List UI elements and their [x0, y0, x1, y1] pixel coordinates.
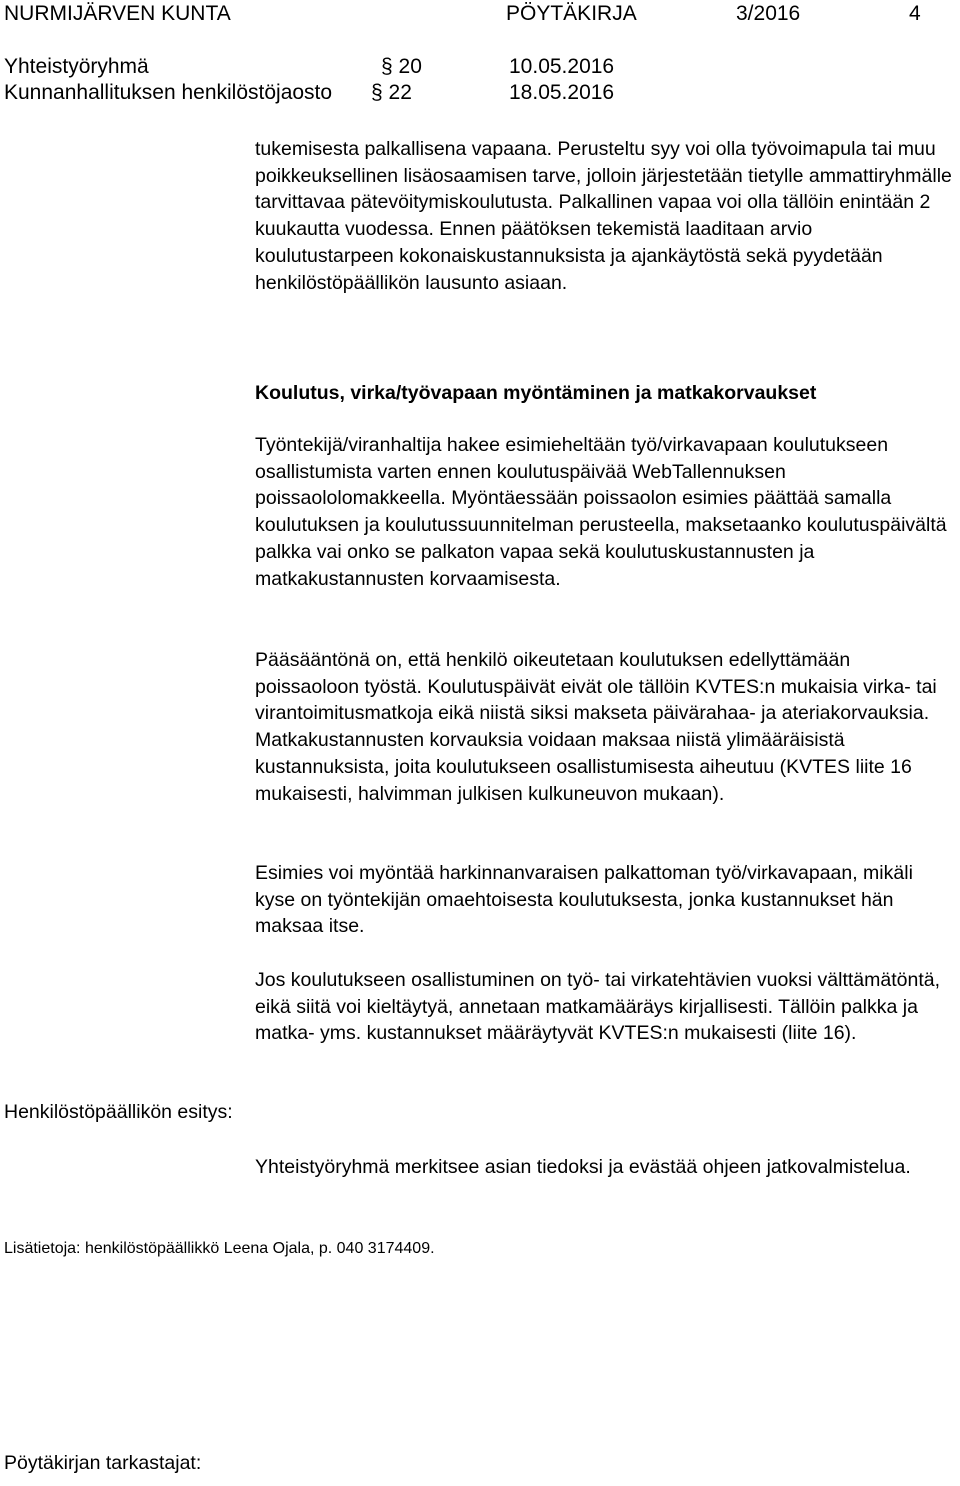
meeting-body: Kunnanhallituksen henkilöstöjaosto — [4, 81, 333, 104]
document-number: 3/2016 — [736, 2, 801, 25]
section-heading: Koulutus, virka/työvapaan myöntäminen ja matkakorvaukset — [255, 382, 817, 404]
body-paragraph: Pääsääntönä on, että henkilö oikeutetaan koulutuksen edellyttämään poissaoloon työstä. Koulutuspäivät eivät ole tällöin KVTES:n mukaisia virka- tai virantoimitusmatkoja eikä niistä siksi makseta päivärahaa- ja ateriakorvauksia. Matkakustannusten korvauksia voidaan maksaa niistä ylimääräisistä kustannuksista, joita koulutukseen osallistumisesta aiheutuu (KVTES liite 16 mukaisesti, halvimman julkisen kulkuneuvon mukaan). — [255, 649, 937, 805]
meeting-body: Yhteistyöryhmä — [4, 55, 149, 78]
body-paragraph: Työntekijä/viranhaltija hakee esimieheltään työ/virkavapaan koulutukseen osallistumista varten ennen koulutuspäivää WebTallennuksen poissaololomakkeella. Myöntäessään poissaolon esimies päättää samalla koulutuksen ja koulutussuunnitelman perusteella, maksetaanko koulutuspäivältä palkka vai onko se palkaton vapaa sekä koulutuskustannusten ja matkakustannusten korvaamisesta. — [255, 434, 947, 590]
reviewers-label: Pöytäkirjan tarkastajat: — [4, 1452, 202, 1474]
more-info-note: Lisätietoja: henkilöstöpäällikkö Leena Ojala, p. 040 3174409. — [4, 1240, 435, 1257]
page-number: 4 — [909, 2, 921, 25]
proposal-label: Henkilöstöpäällikön esitys: — [4, 1101, 233, 1123]
organization-name: NURMIJÄRVEN KUNTA — [4, 2, 231, 25]
section-number: § 22 — [371, 81, 412, 104]
meeting-date: 10.05.2016 — [509, 55, 615, 78]
document-type: PÖYTÄKIRJA — [506, 2, 637, 25]
proposal-text: Yhteistyöryhmä merkitsee asian tiedoksi ja evästää ohjeen jatkovalmistelua. — [255, 1156, 911, 1178]
section-number: § 20 — [381, 55, 422, 78]
meeting-date: 18.05.2016 — [509, 81, 615, 104]
intro-paragraph: tukemisesta palkallisena vapaana. Perusteltu syy voi olla työvoimapula tai muu poikkeuksellinen lisäosaamisen tarve, jolloin järjestetään tietylle ammattiryhmälle tarvittavaa pätevöitymiskoulutusta. Palkallinen vapaa voi olla tällöin enintään 2 kuukautta vuodessa. Ennen päätöksen tekemistä laaditaan arvio koulutustarpeen kokonaiskustannuksista ja ajankäytöstä sekä pyydetään henkilöstöpäällikön lausunto asiaan. — [255, 138, 952, 294]
body-paragraph: Esimies voi myöntää harkinnanvaraisen palkattoman työ/virkavapaan, mikäli kyse on työntekijän omaehtoisesta koulutuksesta, jonka kustannukset hän maksaa itse. — [255, 862, 913, 938]
body-paragraph: Jos koulutukseen osallistuminen on työ- tai virkatehtävien vuoksi välttämätöntä, eikä siitä voi kieltäytyä, annetaan matkamääräys kirjallisesti. Tällöin palkka ja matka- yms. kustannukset määräytyvät KVTES:n mukaisesti (liite 16). — [255, 969, 941, 1045]
